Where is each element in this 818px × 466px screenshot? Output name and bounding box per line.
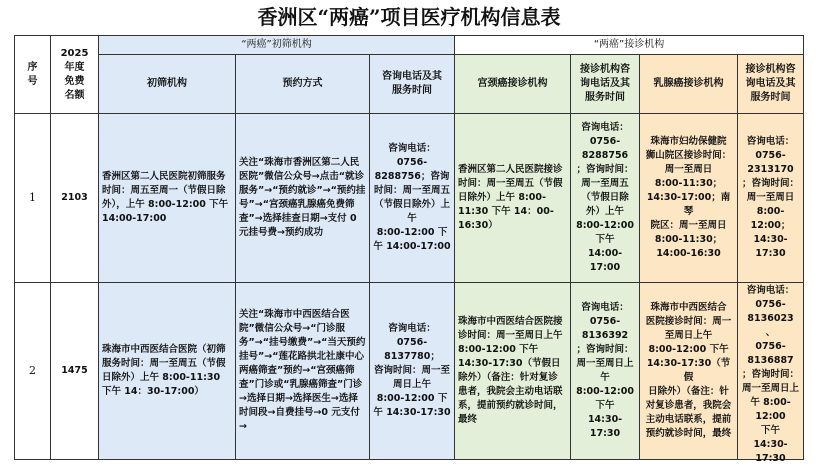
header-cervical-org: 宫颈癌接诊机构	[455, 55, 571, 114]
cell-breast-org: 珠海市妇幼保健院 狮山院区接诊时间： 周一至周日 8:00-11:30； 14:30-17:00；南琴 院区：周一至周日 8:00-11:30； 14:00-16:30	[640, 114, 738, 283]
header-screening-org: 初筛机构	[99, 55, 236, 114]
cell-cervical-org: 珠海市中西医结合医院接诊时间：周一至周日上午 8:00-12:00 下午 14:30-17:30（节假日除外）（备注：针对复诊患者，我院会主动电话联系，提前预约就诊时间，最终	[455, 283, 571, 460]
page-title: 香洲区“两癌”项目医疗机构信息表	[257, 5, 561, 29]
header-breast-phone: 接诊机构咨 询电话及其 服务时间	[738, 55, 804, 114]
cell-appointment: 关注“珠海市香洲区第二人民医院”微信公众号→点击“就诊服务”→“预约就诊”→“预约挂号”→“宫颈癌乳腺癌免费筛查”→选择挂查日期→支付 0 元挂号费→预约成功	[236, 114, 370, 283]
header-seq: 序 号	[15, 36, 51, 114]
cell-seq: 2	[15, 283, 51, 460]
cell-quota: 2103	[51, 114, 99, 283]
header-screening-phone: 咨询电话及其 服务时间	[370, 55, 455, 114]
header-cervical-phone: 接诊机构咨 询电话及其 服务时间	[571, 55, 640, 114]
header-appointment: 预约方式	[236, 55, 370, 114]
cell-breast-phone: 咨询电话： 0756-2313170 ；咨询时间： 周一至周日 8:00-12:00； 14:30-17:30	[738, 114, 804, 283]
header-breast-org: 乳腺癌接诊机构	[640, 55, 738, 114]
header-screening-group: “两癌”初筛机构	[99, 36, 455, 55]
cell-cervical-phone: 咨询电话： 0756-8288756 ；咨询时间： 周一至周五 （节假日除 外）上午 8:00-12:00 下午 14:00-17:00	[571, 114, 640, 283]
cell-screening-org: 珠海市中西医结合医院（初筛服务时间：周一至周五（节假日除外）上午 8:00-11:30 下午 14：30-17:00）	[99, 283, 236, 460]
cell-cervical-phone: 咨询电话： 0756-8136392 ；咨询时间： 周一至周日上 午 8:00-12:00 下午 14:30-17:30	[571, 283, 640, 460]
cell-appointment: 关注“珠海市中西医结合医院”微信公众号→“门诊服务”→“挂号缴费”→“当天预约挂号”→“莲花路拱北社康中心两癌筛查”预约→“宫颈癌筛查”门诊或“乳腺癌筛查”门诊→选择日期→选择医生→选择时间段→自费挂号→0 元支付→	[236, 283, 370, 460]
header-row-columns	[15, 55, 804, 114]
cell-quota: 1475	[51, 283, 99, 460]
cell-seq: 1	[15, 114, 51, 283]
table-row	[15, 283, 804, 460]
cell-screening-phone: 咨询电话： 0756-8137780； 咨询时间：周一至周日上午 8:00-12:00 下午 14:30-17:30	[370, 283, 455, 460]
cell-breast-phone: 咨询电话： 0756-8136023 、 0756-8136887 ；咨询时间： 周一至周日上 午 8:00-12:00 下午 14:30-17:30	[738, 283, 804, 460]
header-referral-group: “两癌”接诊机构	[455, 36, 804, 55]
cell-breast-org: 珠海市中西医结合 医院接诊时间：周一 至周日上午 8:00-12:00 下午 14:30-17:30（节假 日除外）（备注：针 对复诊患者，我院会 主动电话联系，提前 预约就诊时间，最终	[640, 283, 738, 460]
institution-info-table	[14, 35, 804, 464]
cell-screening-org: 香洲区第二人民医院初筛服务时间：周五至周一（节假日除外），上午 8:00-12:00 下午 14:00-17:00	[99, 114, 236, 283]
cell-screening-phone: 咨询电话： 0756-8288756；咨询时间：周一至周五（节假日除外）上午 8:00-12:00 下午 14:00-17:00	[370, 114, 455, 283]
header-quota: 2025 年度 免费 名额	[51, 36, 99, 114]
header-row-groups	[15, 36, 804, 55]
table-row	[15, 114, 804, 283]
cell-cervical-org: 香洲区第二人民医院接诊时间：周一至周五（节假日除外）上午 8:00-11:30 下午 14：00-16:30）	[455, 114, 571, 283]
